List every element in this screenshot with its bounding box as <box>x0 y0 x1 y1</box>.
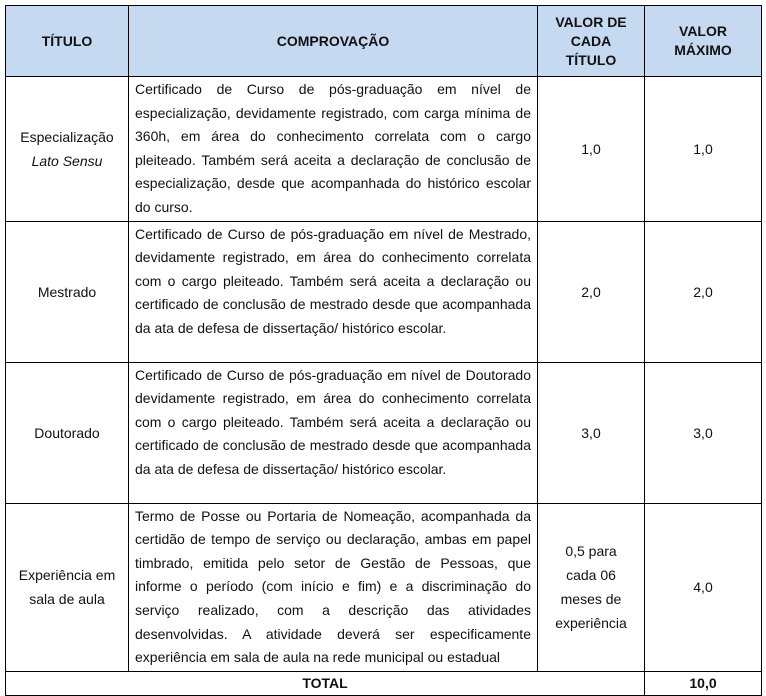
row-valor-cada <box>538 503 645 671</box>
total-row <box>6 671 762 695</box>
row-valor-maximo: 4,0 <box>645 503 762 671</box>
row-comprovacao: Certificado de Curso de pós-graduação em nível de Doutorado devidamente registrado, em área do conhecimento correlata com o cargo pleiteado. Também será aceita a declaração ou certificado de conclusão de mestrado desde que acompanhada da ata de defesa de dissertação/ histórico escolar. <box>129 362 538 503</box>
table-row-doutorado <box>6 362 762 503</box>
header-comprovacao: COMPROVAÇÃO <box>129 6 538 77</box>
table-row-mestrado <box>6 221 762 362</box>
titles-score-table <box>5 5 762 696</box>
row-comprovacao: Termo de Posse ou Portaria de Nomeação, acompanhada da certidão de tempo de serviço ou declaração, ambas em papel timbrado, emitida pelo setor de Gestão de Pessoas, que informe o período (com início e fim) e a discriminação do serviço realizado, com a descrição das atividades desenvolvidas. A atividade deverá ser especificamente experiência em sala de aula na rede municipal ou estadual <box>129 503 538 671</box>
row-valor-cada: 2,0 <box>538 221 645 362</box>
row-titulo: Mestrado <box>6 221 129 362</box>
total-label: TOTAL <box>6 671 645 695</box>
row-titulo-line: Experiência em <box>18 567 116 584</box>
header-titulo: TÍTULO <box>6 6 129 77</box>
row-comprovacao: Certificado de Curso de pós-graduação em nível de Mestrado, devidamente registrado, em área do conhecimento correlata com o cargo pleiteado. Também será aceita a declaração ou certificado de conclusão de mestrado desde que acompanhada da ata de defesa de dissertação/ histórico escolar. <box>129 221 538 362</box>
row-valor-cada: 3,0 <box>538 362 645 503</box>
row-titulo-line: sala de aula <box>29 591 105 608</box>
header-line: TÍTULO <box>565 51 617 68</box>
row-valor-cada-line: meses de <box>560 591 622 608</box>
row-valor-cada-line: 0,5 para <box>565 543 617 560</box>
row-titulo-text: Especialização <box>20 128 114 145</box>
row-valor-cada-line: experiência <box>555 615 627 632</box>
header-row <box>6 6 762 77</box>
row-titulo <box>6 77 129 222</box>
row-valor-maximo: 2,0 <box>645 221 762 362</box>
header-line: VALOR <box>679 23 727 39</box>
row-valor-cada-line: cada 06 <box>566 567 616 584</box>
row-valor-maximo: 1,0 <box>645 77 762 222</box>
table-row-experiencia <box>6 503 762 671</box>
row-titulo: Doutorado <box>6 362 129 503</box>
header-line: MÁXIMO <box>674 42 732 58</box>
header-valor-cada-titulo <box>538 6 645 77</box>
row-valor-cada: 1,0 <box>538 77 645 222</box>
table-row-especializacao <box>6 77 762 222</box>
header-line: CADA <box>570 32 612 49</box>
row-valor-maximo: 3,0 <box>645 362 762 503</box>
header-valor-maximo <box>645 6 762 77</box>
row-comprovacao: Certificado de Curso de pós-graduação em nível de especialização, devidamente registrado, com carga mínima de 360h, em área do conhecimento correlata com o cargo pleiteado. Também será aceita a declaração de conclusão de especialização, desde que acompanhada do histórico escolar do curso. <box>129 77 538 222</box>
row-titulo-italic: Lato Sensu <box>31 152 103 169</box>
total-value: 10,0 <box>645 671 762 695</box>
header-line: VALOR DE <box>555 13 627 30</box>
row-titulo <box>6 503 129 671</box>
